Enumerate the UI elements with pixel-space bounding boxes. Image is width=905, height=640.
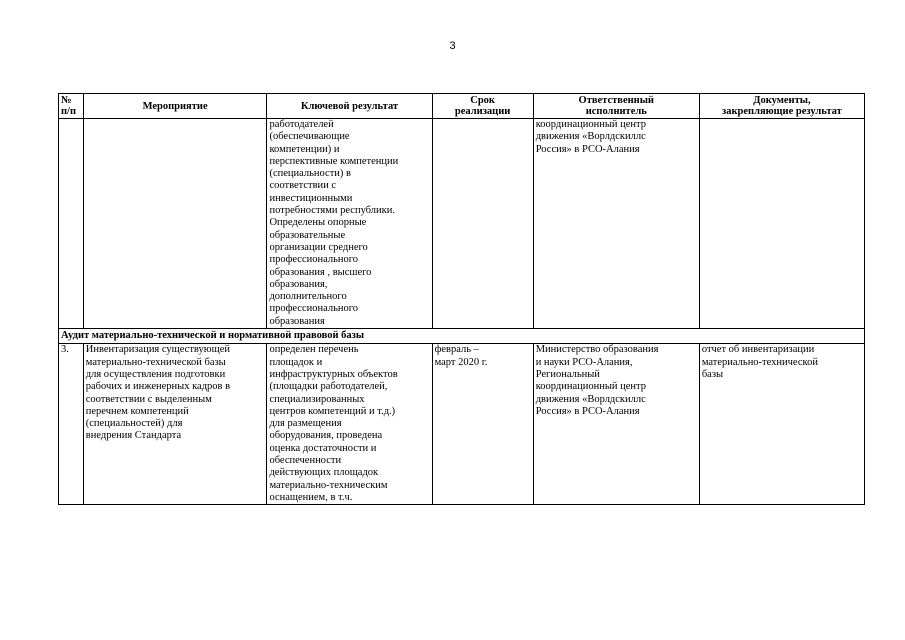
header-executor: Ответственный исполнитель <box>533 94 699 119</box>
cell-executor: координационный центр движения «Ворлдскиллс Россия» в РСО-Алания <box>533 119 699 329</box>
header-deadline: Срок реализации <box>432 94 533 119</box>
header-number: № п/п <box>59 94 84 119</box>
cell-documents <box>699 119 864 329</box>
table-header <box>59 94 865 119</box>
header-row <box>59 94 865 119</box>
cell-deadline <box>432 119 533 329</box>
header-result: Ключевой результат <box>267 94 432 119</box>
cell-activity <box>83 119 267 329</box>
header-documents: Документы, закрепляющие результат <box>699 94 864 119</box>
cell-deadline: февраль – март 2020 г. <box>432 344 533 505</box>
header-activity: Мероприятие <box>83 94 267 119</box>
table-row <box>59 119 865 329</box>
cell-result: работодателей (обеспечивающие компетенции) и перспективные компетенции (специальности) в соответствии с инвестиционными потребностями республики. Определены опорные образовательные организации среднего профессионального образования , высшего образования, дополнительного профессионального образования <box>267 119 432 329</box>
cell-result: определен перечень площадок и инфраструктурных объектов (площадки работодателей, специализированных центров компетенций и т.д.) для размещения оборудования, проведена оценка достаточности и обеспеченности действующих площадок материально-техническим оснащением, в т.ч. <box>267 344 432 505</box>
cell-number <box>59 119 84 329</box>
plan-table <box>58 93 865 505</box>
section-title: Аудит материально-технической и нормативной правовой базы <box>59 329 865 344</box>
table-row <box>59 344 865 505</box>
cell-activity: Инвентаризация существующей материально-технической базы для осуществления подготовки рабочих и инженерных кадров в соответствии с выделенным перечнем компетенций (специальностей) для внедрения Стандарта <box>83 344 267 505</box>
cell-documents: отчет об инвентаризации материально-технической базы <box>699 344 864 505</box>
page-number: 3 <box>449 40 456 52</box>
cell-number: 3. <box>59 344 84 505</box>
cell-executor: Министерство образования и науки РСО-Алания, Региональный координационный центр движения «Ворлдскиллс Россия» в РСО-Алания <box>533 344 699 505</box>
section-row <box>59 329 865 344</box>
